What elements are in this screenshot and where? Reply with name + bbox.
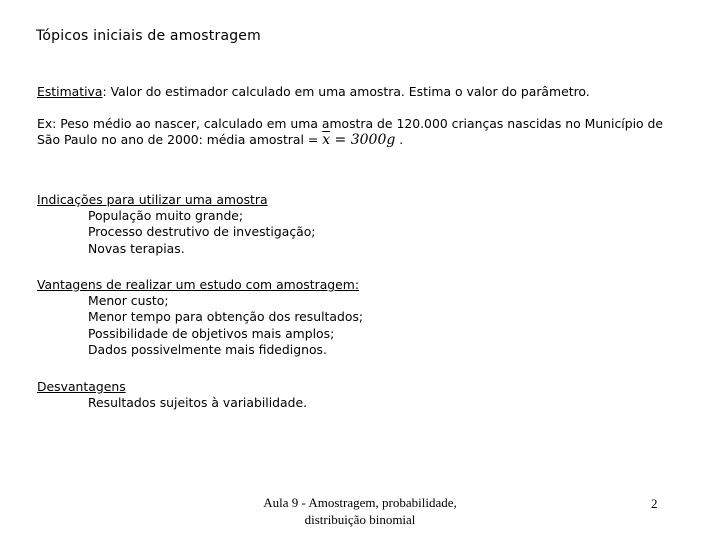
list-item: Possibilidade de objetivos mais amplos; xyxy=(88,325,335,341)
list-item: Novas terapias. xyxy=(88,240,185,256)
sample-mean-formula xyxy=(322,132,395,148)
page-number: 2 xyxy=(651,496,658,511)
estimativa-term: Estimativa xyxy=(37,84,103,99)
example-end: . xyxy=(395,132,404,148)
list-item: Processo destrutivo de investigação; xyxy=(88,224,316,240)
list-item: Resultados sujeitos à variabilidade. xyxy=(88,395,308,411)
indicacoes-section xyxy=(37,192,315,257)
list-item: Dados possivelmente mais fidedignos. xyxy=(88,341,327,357)
desvantagens-section xyxy=(37,379,307,411)
estimativa-paragraph xyxy=(37,84,590,100)
desvantagens-heading: Desvantagens xyxy=(37,379,126,394)
footer-caption xyxy=(240,494,480,528)
sample-mean-value: = 3000g xyxy=(330,132,396,149)
example-paragraph xyxy=(37,116,663,148)
list-item: Menor custo; xyxy=(88,293,169,309)
sample-mean-symbol: $\overline{x}$ xyxy=(322,132,331,149)
estimativa-definition: : Valor do estimador calculado em uma amostra. Estima o valor do parâmetro. xyxy=(102,84,590,99)
indicacoes-heading: Indicações para utilizar uma amostra xyxy=(37,192,268,207)
example-line-1: Ex: Peso médio ao nascer, calculado em uma amostra de 120.000 crianças nascidas no Município de xyxy=(37,116,664,131)
example-line-2: São Paulo no ano de 2000: média amostral = xyxy=(37,132,323,148)
list-item: Menor tempo para obtenção dos resultados; xyxy=(88,309,364,325)
footer-line-1: Aula 9 - Amostragem, probabilidade, xyxy=(263,495,457,510)
footer-line-2: distribuição binomial xyxy=(304,512,416,527)
list-item: População muito grande; xyxy=(88,208,244,224)
vantagens-section xyxy=(37,277,363,358)
vantagens-heading: Vantagens de realizar um estudo com amostragem: xyxy=(37,277,360,292)
page-title: Tópicos iniciais de amostragem xyxy=(36,28,261,44)
